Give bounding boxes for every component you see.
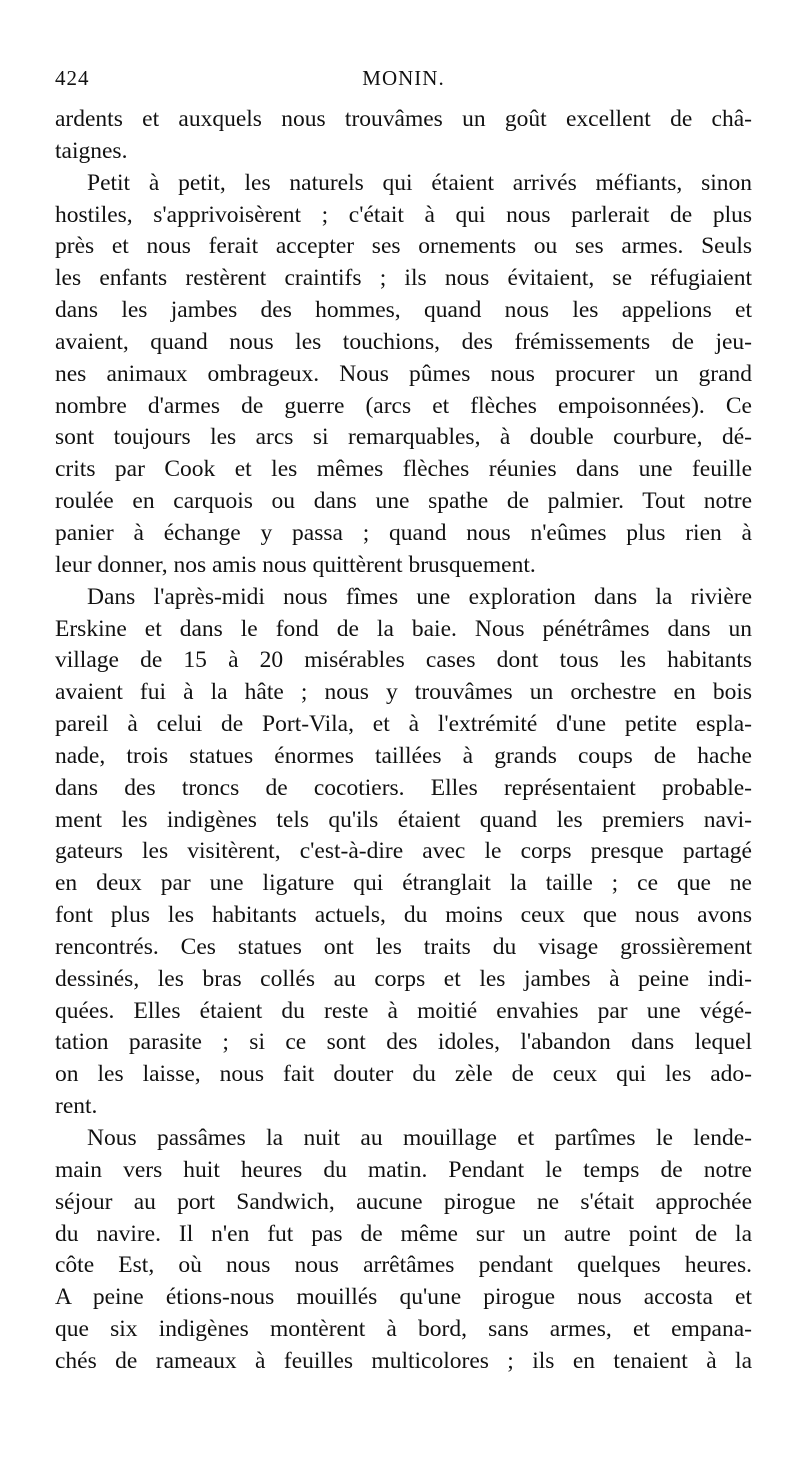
text-line: chés de rameaux à feuilles multicolores ; ils en tenaient à la [55, 1347, 752, 1374]
text-line: dessinés, les bras collés au corps et les jambes à peine indi- [55, 965, 752, 992]
text-line: en deux par une ligature qui étranglait la taille ; ce que ne [55, 870, 752, 897]
text-line: hostiles, s'apprivoisèrent ; c'était à qui nous parlerait de plus [55, 201, 752, 228]
text-line: roulée en carquois ou dans une spathe de palmier. Tout notre [55, 488, 752, 515]
text-line: leur donner, nos amis nous quittèrent brusquement. [55, 551, 536, 578]
text-line: rencontrés. Ces statues ont les traits du visage grossièrement [55, 933, 752, 960]
text-line: nombre d'armes de guerre (arcs et flèches empoisonnées). Ce [55, 392, 752, 419]
text-line: crits par Cook et les mêmes flèches réunies dans une feuille [55, 456, 752, 483]
paragraph-3 [55, 582, 752, 1123]
text-line: tation parasite ; si ce sont des idoles, l'abandon dans lequel [55, 1029, 752, 1056]
text-line: dans les jambes des hommes, quand nous les appelions et [55, 297, 752, 324]
page-header [55, 66, 752, 96]
text-line: que six indigènes montèrent à bord, sans armes, et empana- [55, 1316, 752, 1343]
text-line: avaient fui à la hâte ; nous y trouvâmes un orchestre en bois [55, 679, 752, 706]
text-line: sont toujours les arcs si remarquables, à double courbure, dé- [55, 424, 752, 451]
text-line: village de 15 à 20 misérables cases dont tous les habitants [55, 647, 752, 674]
running-head: MONIN. [362, 66, 445, 90]
text-line: ment les indigènes tels qu'ils étaient quand les premiers navi- [55, 806, 752, 833]
text-line: dans des troncs de cocotiers. Elles représentaient probable- [55, 774, 752, 801]
text-line: Dans l'après-midi nous fîmes une exploration dans la rivière [87, 583, 752, 610]
text-line: main vers huit heures du matin. Pendant le temps de notre [55, 1156, 752, 1183]
page-number: 424 [55, 66, 90, 90]
text-line: nes animaux ombrageux. Nous pûmes nous procurer un grand [55, 360, 752, 387]
text-line: taignes. [55, 137, 128, 164]
text-line: les enfants restèrent craintifs ; ils nous évitaient, se réfugiaient [55, 265, 752, 292]
text-line: séjour au port Sandwich, aucune pirogue ne s'était approchée [55, 1188, 752, 1215]
text-line: près et nous ferait accepter ses ornements ou ses armes. Seuls [55, 233, 752, 260]
text-line: A peine étions-nous mouillés qu'une pirogue nous accosta et [55, 1284, 752, 1311]
text-line: rent. [55, 1093, 98, 1120]
text-line: côte Est, où nous nous arrêtâmes pendant quelques heures. [55, 1252, 752, 1279]
text-line: font plus les habitants actuels, du moins ceux que nous avons [55, 902, 752, 929]
text-line: nade, trois statues énormes taillées à grands coups de hache [55, 742, 752, 769]
text-line: panier à échange y passa ; quand nous n'eûmes plus rien à [55, 519, 752, 546]
text-line: on les laisse, nous fait douter du zèle de ceux qui les ado- [55, 1061, 752, 1088]
text-line: Petit à petit, les naturels qui étaient arrivés méfiants, sinon [87, 169, 752, 196]
text-line: Erskine et dans le fond de la baie. Nous pénétrâmes dans un [55, 615, 752, 642]
paragraph-2 [55, 168, 752, 582]
text-line: ardents et auxquels nous trouvâmes un goût excellent de châ- [55, 106, 752, 132]
text-line: du navire. Il n'en fut pas de même sur un autre point de la [55, 1220, 752, 1247]
text-line: quées. Elles étaient du reste à moitié envahies par une végé- [55, 997, 752, 1024]
text-line: Nous passâmes la nuit au mouillage et partîmes le lende- [87, 1125, 752, 1151]
paragraph-1 [55, 104, 752, 168]
text-line: pareil à celui de Port-Vila, et à l'extrémité d'une petite espla- [55, 711, 752, 738]
text-line: gateurs les visitèrent, c'est-à-dire avec le corps presque partagé [55, 838, 752, 865]
text-line: avaient, quand nous les touchions, des frémissements de jeu- [55, 328, 752, 355]
paragraph-4 [55, 1123, 752, 1378]
body-text [55, 104, 752, 1378]
